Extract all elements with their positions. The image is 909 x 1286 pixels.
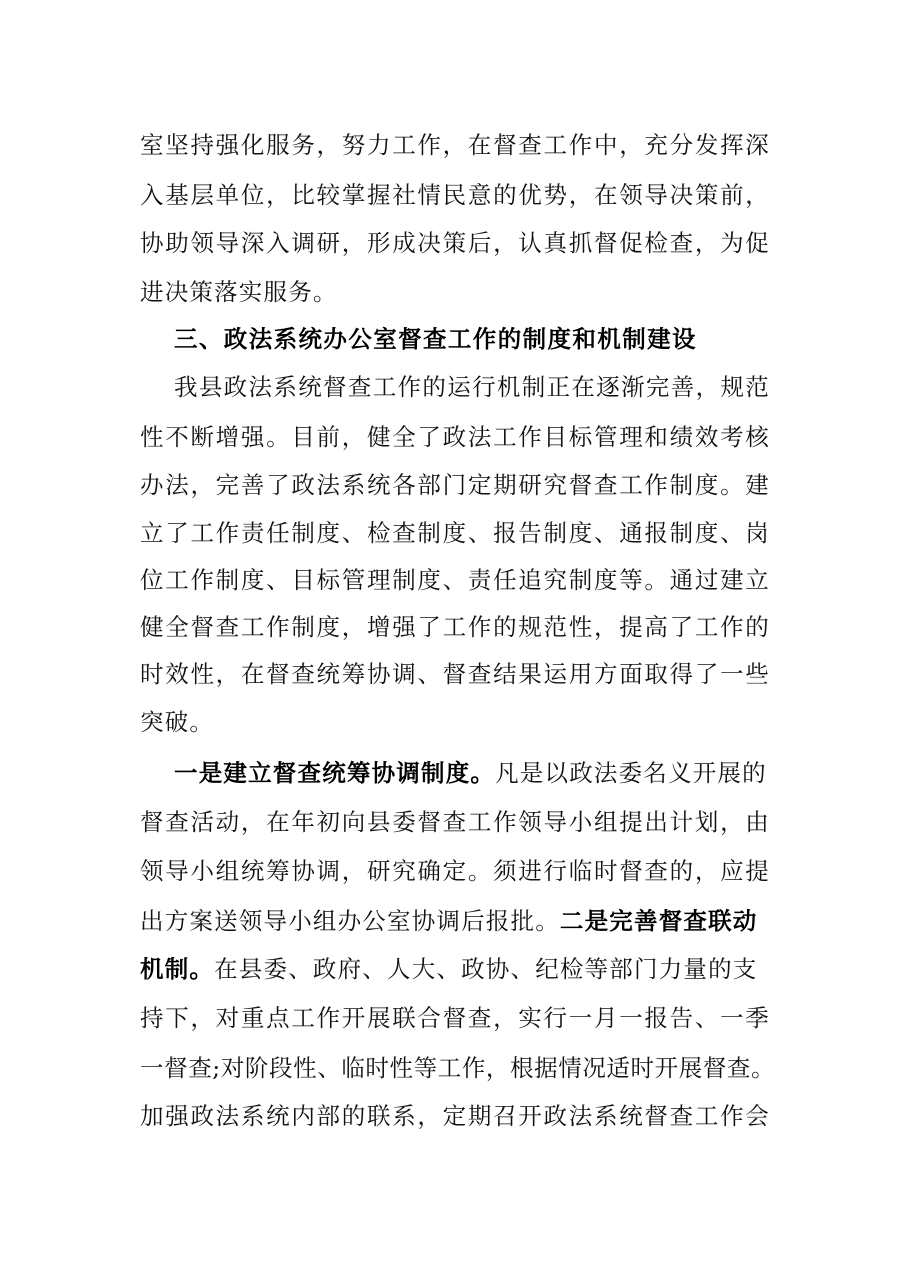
paragraph-line: 加强政法系统内部的联系，定期召开政法系统督查工作会 (140, 1102, 770, 1130)
paragraph-line: 我县政法系统督查工作的运行机制正在逐渐完善，规范 (174, 373, 770, 401)
paragraph-line: 健全督查工作制度，增强了工作的规范性，提高了工作的 (140, 613, 770, 641)
paragraph-line: 时效性，在督查统筹协调、督查结果运用方面取得了一些 (140, 660, 770, 688)
paragraph-line: 入基层单位，比较掌握社情民意的优势，在领导决策前， (140, 181, 770, 209)
paragraph-text: 在县委、政府、人大、政协、纪检等部门力量的支 (214, 955, 758, 983)
paragraph-line: 立了工作责任制度、检查制度、报告制度、通报制度、岗 (140, 519, 770, 547)
paragraph-line: 一督查;对阶段性、临时性等工作，根据情况适时开展督查。 (140, 1054, 776, 1082)
paragraph-line (140, 905, 758, 937)
paragraph-line: 持下，对重点工作开展联合督查，实行一月一报告、一季 (140, 1004, 770, 1032)
paragraph-line: 突破。 (140, 708, 215, 736)
paragraph-line (174, 757, 767, 789)
paragraph-text: 出方案送领导小组办公室协调后报批。 (140, 907, 560, 935)
paragraph-line: 进决策落实服务。 (140, 278, 338, 306)
paragraph-line: 办法，完善了政法系统各部门定期研究督查工作制度。建 (140, 471, 770, 499)
paragraph-line: 督查活动，在年初向县委督查工作领导小组提出计划，由 (140, 808, 770, 836)
paragraph-line (140, 953, 758, 985)
bold-lead-text: 一是建立督查统筹协调制度。 (174, 759, 496, 787)
section-heading: 三、政法系统办公室督查工作的制度和机制建设 (174, 325, 697, 353)
paragraph-line: 领导小组统筹协调，研究确定。须进行临时督查的，应提 (140, 857, 770, 885)
bold-lead-text: 二是完善督查联动 (559, 907, 758, 935)
paragraph-text: 凡是以政法委名义开展的 (495, 759, 767, 787)
paragraph-line: 位工作制度、目标管理制度、责任追究制度等。通过建立 (140, 566, 770, 594)
bold-lead-text: 机制。 (140, 955, 215, 983)
paragraph-line: 室坚持强化服务，努力工作，在督查工作中，充分发挥深 (140, 131, 770, 159)
paragraph-line: 协助领导深入调研，形成决策后，认真抓督促检查，为促 (140, 229, 770, 257)
paragraph-line: 性不断增强。目前，健全了政法工作目标管理和绩效考核 (140, 423, 770, 451)
